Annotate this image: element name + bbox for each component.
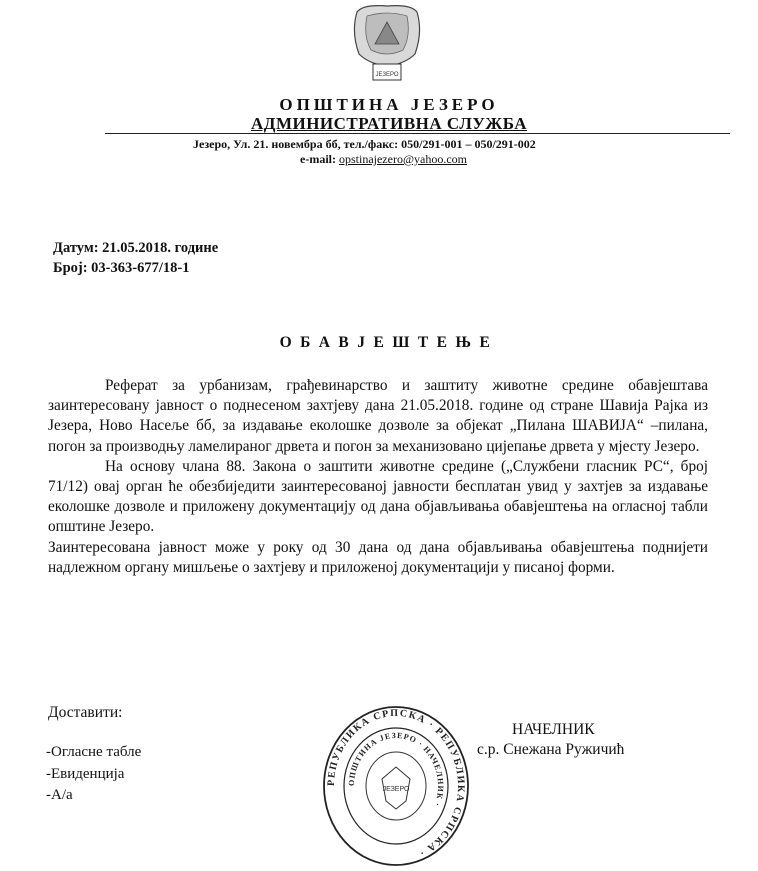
body-paragraph-2: На основу члана 88. Закона о заштити животне средине („Службени гласник РС“, број 71/12) овај орган ће обезбиједити заинтересованој јавности бесплатан увид у захтјев за издавање еколошке дозволе и приложену документацију од дана објављивања обавјештења на огласној табли општине Језеро. <box>48 457 708 536</box>
delivery-list <box>46 742 141 807</box>
body-paragraph-1: Реферат за урбанизам, грађевинарство и заштиту животне средине обавјештава заинтересовану јавност о поднесеном захтјеву дана 21.05.2018. године од стране Шавија Рајка из Језера, Ново Насеље бб, за издавање еколошке дозволе за објекат „Пилана ШАВИЈА“ –пилана, погон за производњу ламелираног дрвета и погон за механизовано цијепање дрвета у мјесту Језеро. <box>48 377 708 455</box>
crest-caption: ЈЕЗЕРО <box>375 72 399 78</box>
official-seal-icon <box>322 705 470 867</box>
seal-center-text: ЈЕЗЕРО <box>382 786 410 793</box>
header-divider <box>105 133 730 134</box>
email-label: e-mail: <box>300 152 339 166</box>
org-name: ОПШТИНА ЈЕЗЕРО <box>279 95 499 114</box>
seal-inner-text: ОПШТИНА ЈЕЗЕРО · НАЧЕЛНИК · <box>346 730 446 809</box>
document-date: Датум: 21.05.2018. године <box>53 240 219 256</box>
document-heading: ОБАВЈЕШТЕЊЕ <box>279 334 499 351</box>
body-paragraph-3: Заинтересована јавност може у року од 30 дана од дана објављивања обавјештења поднијети надлежном органу мишљење о захтјеву и приложеној документацији у писаној форми. <box>48 538 708 576</box>
svg-text:РЕПУБЛИКА СРПСКА · РЕПУБЛИКА С <box>326 708 466 859</box>
signer-name: с.р. Снежана Ружичић <box>477 741 625 758</box>
address-line: Језеро, Ул. 21. новембра бб, тел./факс: 050/291-001 – 050/291-002 <box>193 137 536 151</box>
document-body <box>48 376 708 578</box>
email-line <box>300 152 467 167</box>
email-link[interactable]: opstinajezero@yahoo.com <box>338 152 467 166</box>
org-service: АДМИНИСТРАТИВНА СЛУЖБА <box>250 114 528 133</box>
delivery-item: -Евиденција <box>46 765 125 782</box>
seal-outer-text: РЕПУБЛИКА СРПСКА · РЕПУБЛИКА СРПСКА · <box>325 707 467 859</box>
delivery-item: -А/а <box>46 787 73 803</box>
delivery-label: Доставити: <box>48 704 123 721</box>
document-number: Број: 03-363-677/18-1 <box>53 260 190 276</box>
delivery-item: -Огласне табле <box>46 744 142 760</box>
municipality-crest-icon <box>343 2 431 88</box>
signer-title: НАЧЕЛНИК <box>512 721 595 738</box>
